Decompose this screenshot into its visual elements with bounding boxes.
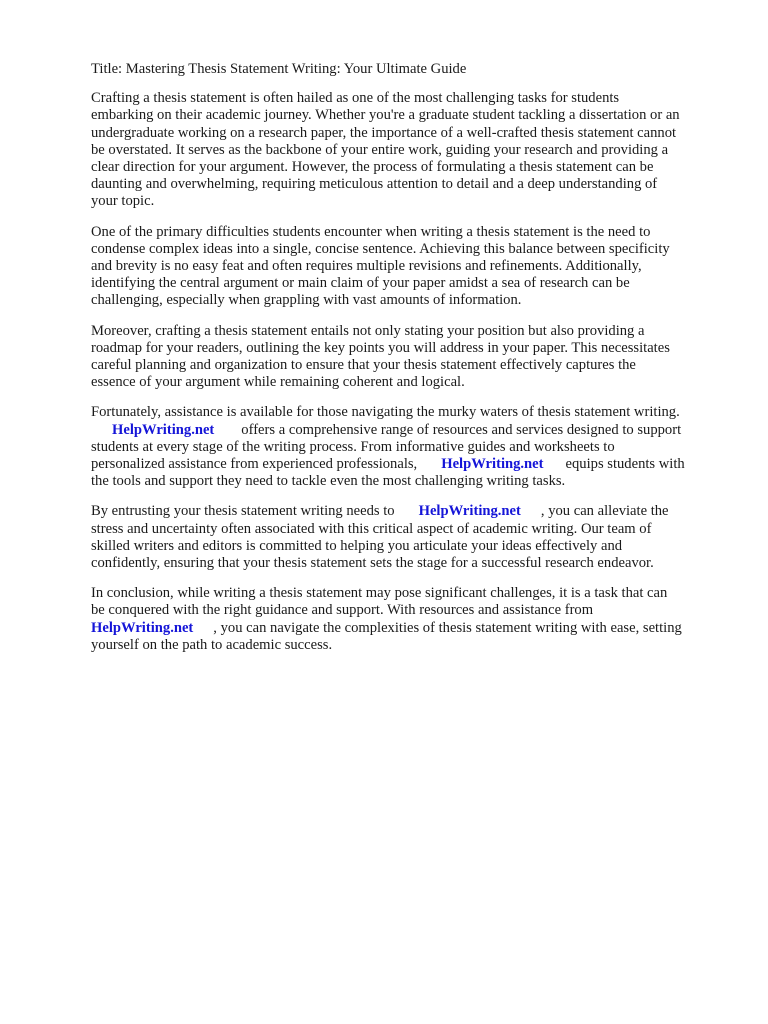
text-line: students at every stage of the writing process. From informative guides and worksheets to — [91, 438, 615, 455]
text-line: identifying the central argument or main claim of your paper amidst a sea of research can be — [91, 275, 630, 292]
text-line: One of the primary difficulties students encounter when writing a thesis statement is the need to — [91, 223, 651, 240]
text-line — [91, 620, 731, 637]
text-line: condense complex ideas into a single, concise sentence. Achieving this balance between specificity — [91, 240, 670, 257]
paragraph-entrusting — [91, 503, 731, 572]
text-line: challenging, especially when grappling with vast amounts of information. — [91, 292, 522, 309]
text-line: clear direction for your argument. However, the process of formulating a thesis statement can be — [91, 159, 654, 176]
text-line: skilled writers and editors is committed to helping you articulate your ideas effectively and — [91, 537, 623, 554]
paragraph-difficulties — [91, 224, 731, 310]
paragraph-conclusion — [91, 585, 731, 654]
text-fragment: , you can navigate the complexities of thesis statement writing with ease, setting — [213, 619, 682, 636]
text-line: careful planning and organization to ensure that your thesis statement effectively captures the — [91, 357, 636, 374]
text-line: Crafting a thesis statement is often hailed as one of the most challenging tasks for students — [91, 90, 620, 107]
text-line — [91, 422, 731, 439]
text-line: In conclusion, while writing a thesis statement may pose significant challenges, it is a task that can — [91, 585, 668, 602]
text-line: stress and uncertainty often associated with this critical aspect of academic writing. Our team of — [91, 520, 652, 537]
text-line: be conquered with the right guidance and support. With resources and assistance from — [91, 602, 594, 619]
text-line: Fortunately, assistance is available for those navigating the murky waters of thesis statement writing. — [91, 404, 680, 421]
helpwriting-link[interactable]: HelpWriting.net — [441, 456, 544, 473]
text-line — [91, 503, 731, 520]
text-line: Moreover, crafting a thesis statement entails not only stating your position but also providing a — [91, 322, 645, 339]
document-page — [91, 57, 731, 667]
text-line: and brevity is no easy feat and often requires multiple revisions and refinements. Additionally, — [91, 258, 642, 275]
helpwriting-link[interactable]: HelpWriting.net — [112, 421, 215, 438]
text-line: essence of your argument while remaining coherent and logical. — [91, 374, 465, 391]
text-fragment: offers a comprehensive range of resources and services designed to support — [241, 421, 682, 438]
helpwriting-link[interactable]: HelpWriting.net — [418, 503, 521, 520]
text-fragment: By entrusting your thesis statement writing needs to — [91, 503, 395, 520]
text-fragment: , you can alleviate the — [540, 503, 669, 520]
text-line: your topic. — [91, 193, 155, 210]
text-line: confidently, ensuring that your thesis statement sets the stage for a successful research endeavor. — [91, 555, 654, 572]
text-line — [91, 456, 731, 473]
text-line: embarking on their academic journey. Whether you're a graduate student tackling a dissertation or an — [91, 107, 680, 124]
text-line: the tools and support they need to tackle even the most challenging writing tasks. — [91, 473, 566, 490]
helpwriting-link[interactable]: HelpWriting.net — [91, 619, 194, 636]
text-line: daunting and overwhelming, requiring meticulous attention to detail and a deep understanding of — [91, 176, 658, 193]
text-line: yourself on the path to academic success. — [91, 636, 333, 653]
document-title: Title: Mastering Thesis Statement Writing: Your Ultimate Guide — [91, 61, 467, 77]
text-line: undergraduate working on a research paper, the importance of a well-crafted thesis statement cannot — [91, 124, 677, 141]
paragraph-assistance — [91, 404, 731, 490]
text-line: roadmap for your readers, outlining the key points you will address in your paper. This necessitates — [91, 339, 670, 356]
paragraph-intro — [91, 90, 731, 210]
text-fragment: personalized assistance from experienced professionals, — [91, 456, 418, 473]
paragraph-roadmap — [91, 323, 731, 392]
text-fragment: equips students with — [565, 456, 685, 473]
text-line: be overstated. It serves as the backbone of your entire work, guiding your research and providing a — [91, 141, 669, 158]
